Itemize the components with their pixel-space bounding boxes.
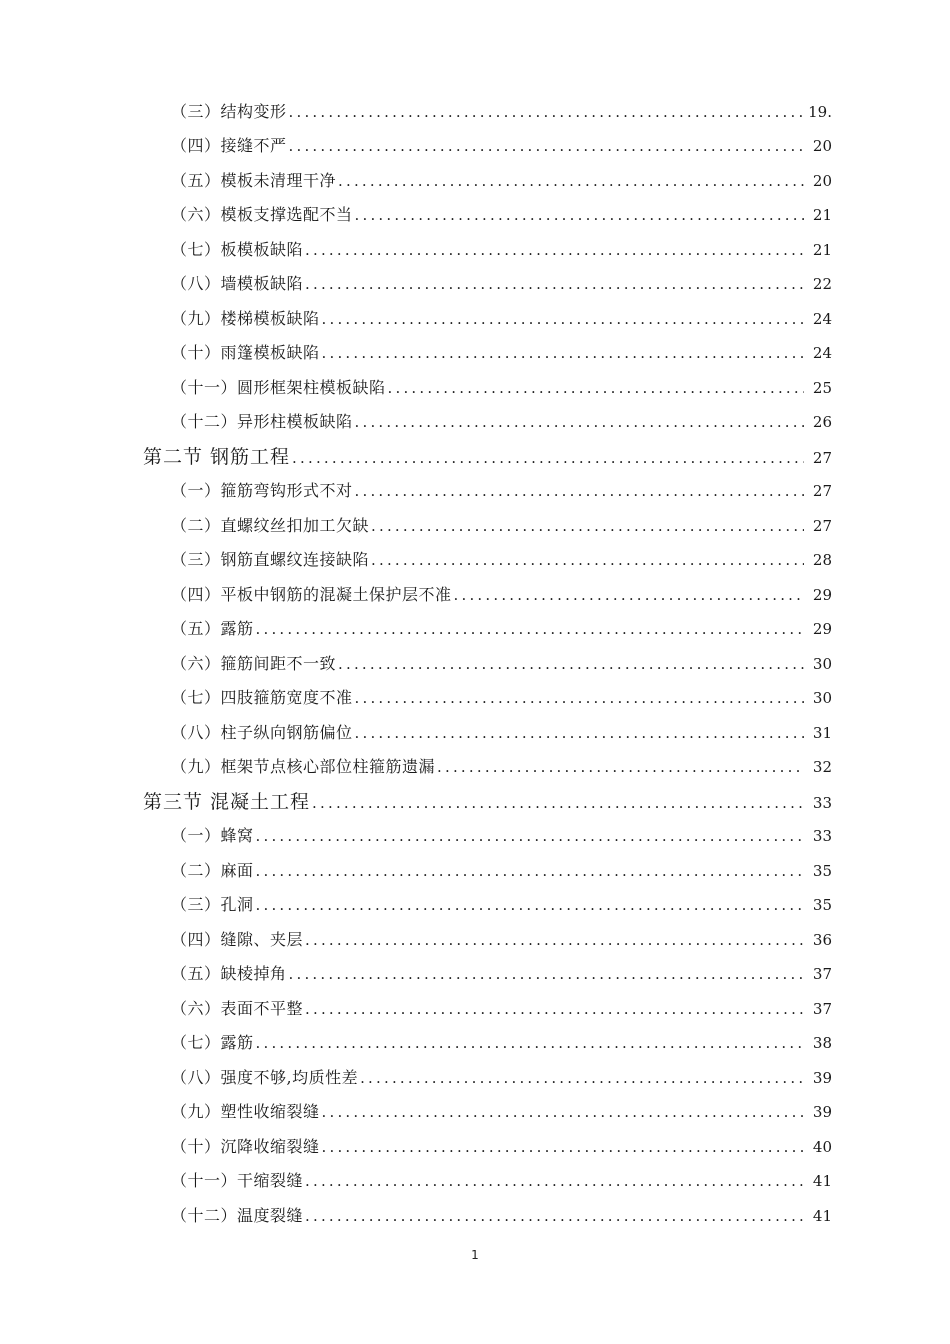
- toc-entry[interactable]: [0, 300, 950, 335]
- dot-leader: [388, 379, 804, 397]
- toc-entry-page-number: 22: [812, 275, 832, 294]
- table-of-contents: [0, 93, 950, 1232]
- dot-leader: [256, 1034, 804, 1052]
- toc-entry-page-number: 29: [812, 620, 832, 639]
- toc-entry-title: （七）四肢箍筋宽度不准: [171, 688, 353, 708]
- toc-entry-title: （四）平板中钢筋的混凝土保护层不准: [171, 584, 452, 604]
- dot-leader: [355, 689, 804, 707]
- toc-entry-title: （二）直螺纹丝扣加工欠缺: [171, 515, 370, 535]
- toc-entry-page-number: 19.: [808, 102, 832, 121]
- dot-leader: [371, 517, 804, 535]
- toc-entry[interactable]: [0, 1163, 950, 1198]
- toc-entry[interactable]: [0, 93, 950, 128]
- toc-entry-page-number: 26: [812, 413, 832, 432]
- toc-entry-title: （八）墙模板缺陷: [171, 274, 304, 294]
- toc-entry-title: （七）板模板缺陷: [171, 239, 304, 259]
- dot-leader: [305, 1207, 804, 1225]
- dot-leader: [292, 449, 804, 467]
- toc-entry-page-number: 24: [812, 344, 832, 363]
- toc-entry[interactable]: [0, 645, 950, 680]
- dot-leader: [289, 965, 804, 983]
- toc-entry-page-number: 28: [812, 551, 832, 570]
- dot-leader: [256, 862, 804, 880]
- toc-entry-title: （四）接缝不严: [171, 136, 287, 156]
- dot-leader: [355, 482, 804, 500]
- toc-entry-page-number: 37: [812, 965, 832, 984]
- dot-leader: [355, 206, 804, 224]
- toc-entry[interactable]: [0, 680, 950, 715]
- dot-leader: [305, 241, 804, 259]
- toc-entry[interactable]: [0, 990, 950, 1025]
- toc-entry-title: （六）模板支撑选配不当: [171, 205, 353, 225]
- toc-entry-title: （三）钢筋直螺纹连接缺陷: [171, 550, 370, 570]
- toc-entry-page-number: 31: [812, 723, 832, 742]
- toc-entry-title: （一）箍筋弯钩形式不对: [171, 481, 353, 501]
- toc-entry-title: （五）露筋: [171, 619, 254, 639]
- toc-entry[interactable]: [0, 576, 950, 611]
- toc-entry[interactable]: [0, 369, 950, 404]
- toc-entry-page-number: 36: [812, 930, 832, 949]
- dot-leader: [256, 896, 804, 914]
- toc-entry-title: 第三节 混凝土工程: [143, 790, 311, 813]
- dot-leader: [437, 758, 804, 776]
- dot-leader: [312, 794, 804, 812]
- toc-entry-title: （七）露筋: [171, 1033, 254, 1053]
- toc-entry-title: （十一）干缩裂缝: [171, 1171, 304, 1191]
- toc-entry-page-number: 35: [812, 896, 832, 915]
- toc-entry-page-number: 27: [812, 516, 832, 535]
- toc-entry-page-number: 25: [812, 378, 832, 397]
- toc-entry-title: （六）箍筋间距不一致: [171, 653, 337, 673]
- toc-entry[interactable]: [0, 611, 950, 646]
- dot-leader: [322, 344, 804, 362]
- toc-entry-page-number: 39: [812, 1068, 832, 1087]
- toc-entry[interactable]: [0, 818, 950, 853]
- dot-leader: [454, 586, 804, 604]
- dot-leader: [305, 1172, 804, 1190]
- toc-entry-title: （十二）温度裂缝: [171, 1205, 304, 1225]
- dot-leader: [256, 620, 804, 638]
- toc-entry-page-number: 35: [812, 861, 832, 880]
- toc-entry[interactable]: [0, 714, 950, 749]
- toc-entry-page-number: 33: [812, 793, 832, 812]
- toc-entry-title: （六）表面不平整: [171, 998, 304, 1018]
- dot-leader: [338, 655, 804, 673]
- toc-entry-title: （十一）圆形框架柱模板缺陷: [171, 377, 386, 397]
- dot-leader: [256, 827, 804, 845]
- toc-entry-page-number: 20: [812, 137, 832, 156]
- toc-entry-title: （十）雨篷模板缺陷: [171, 343, 320, 363]
- toc-entry-page-number: 27: [812, 482, 832, 501]
- toc-entry[interactable]: [0, 507, 950, 542]
- dot-leader: [371, 551, 804, 569]
- toc-entry-page-number: 38: [812, 1034, 832, 1053]
- toc-entry-page-number: 27: [812, 448, 832, 467]
- toc-entry[interactable]: [0, 887, 950, 922]
- toc-entry-page-number: 41: [812, 1206, 832, 1225]
- dot-leader: [289, 103, 804, 121]
- dot-leader: [305, 931, 804, 949]
- toc-entry[interactable]: [0, 749, 950, 784]
- dot-leader: [322, 1138, 804, 1156]
- toc-entry-title: （三）结构变形: [171, 101, 287, 121]
- toc-entry[interactable]: [0, 1025, 950, 1060]
- toc-entry[interactable]: [0, 1059, 950, 1094]
- toc-entry[interactable]: [0, 473, 950, 508]
- toc-entry-title: （十）沉降收缩裂缝: [171, 1136, 320, 1156]
- dot-leader: [305, 275, 804, 293]
- toc-entry-page-number: 33: [812, 827, 832, 846]
- toc-section-heading[interactable]: [0, 438, 950, 473]
- toc-entry-title: （九）框架节点核心部位柱箍筋遗漏: [171, 757, 436, 777]
- toc-entry[interactable]: [0, 231, 950, 266]
- toc-entry-page-number: 37: [812, 999, 832, 1018]
- toc-entry-title: （一）蜂窝: [171, 826, 254, 846]
- page-number: 1: [471, 1248, 479, 1262]
- dot-leader: [289, 137, 804, 155]
- toc-entry[interactable]: [0, 1094, 950, 1129]
- toc-entry-page-number: 21: [812, 206, 832, 225]
- toc-entry-page-number: 24: [812, 309, 832, 328]
- toc-entry-title: （四）缝隙、夹层: [171, 929, 304, 949]
- toc-entry[interactable]: [0, 921, 950, 956]
- toc-entry-page-number: 41: [812, 1172, 832, 1191]
- toc-entry-title: （八）柱子纵向钢筋偏位: [171, 722, 353, 742]
- toc-entry-page-number: 30: [812, 689, 832, 708]
- toc-entry[interactable]: [0, 956, 950, 991]
- toc-entry[interactable]: [0, 1197, 950, 1232]
- toc-entry-title: （三）孔洞: [171, 895, 254, 915]
- toc-entry[interactable]: [0, 197, 950, 232]
- toc-section-heading[interactable]: [0, 783, 950, 818]
- toc-entry-title: 第二节 钢筋工程: [143, 445, 291, 468]
- dot-leader: [305, 1000, 804, 1018]
- dot-leader: [360, 1069, 804, 1087]
- toc-entry[interactable]: [0, 404, 950, 439]
- toc-entry-page-number: 40: [812, 1137, 832, 1156]
- dot-leader: [355, 413, 804, 431]
- toc-entry[interactable]: [0, 266, 950, 301]
- toc-entry[interactable]: [0, 128, 950, 163]
- toc-entry-page-number: 30: [812, 654, 832, 673]
- toc-entry-page-number: 20: [812, 171, 832, 190]
- toc-entry-page-number: 39: [812, 1103, 832, 1122]
- dot-leader: [322, 1103, 804, 1121]
- dot-leader: [338, 172, 804, 190]
- toc-entry-title: （八）强度不够,均质性差: [171, 1067, 359, 1087]
- toc-entry-title: （二）麻面: [171, 860, 254, 880]
- toc-entry-title: （九）塑性收缩裂缝: [171, 1102, 320, 1122]
- dot-leader: [322, 310, 804, 328]
- toc-entry[interactable]: [0, 852, 950, 887]
- toc-entry-title: （五）缺棱掉角: [171, 964, 287, 984]
- toc-entry-page-number: 21: [812, 240, 832, 259]
- toc-entry[interactable]: [0, 162, 950, 197]
- toc-entry-page-number: 29: [812, 585, 832, 604]
- toc-entry-page-number: 32: [812, 758, 832, 777]
- toc-entry-title: （十二）异形柱模板缺陷: [171, 412, 353, 432]
- toc-entry[interactable]: [0, 335, 950, 370]
- toc-entry[interactable]: [0, 1128, 950, 1163]
- toc-entry-title: （五）模板未清理干净: [171, 170, 337, 190]
- toc-entry[interactable]: [0, 542, 950, 577]
- toc-entry-title: （九）楼梯模板缺陷: [171, 308, 320, 328]
- dot-leader: [355, 724, 804, 742]
